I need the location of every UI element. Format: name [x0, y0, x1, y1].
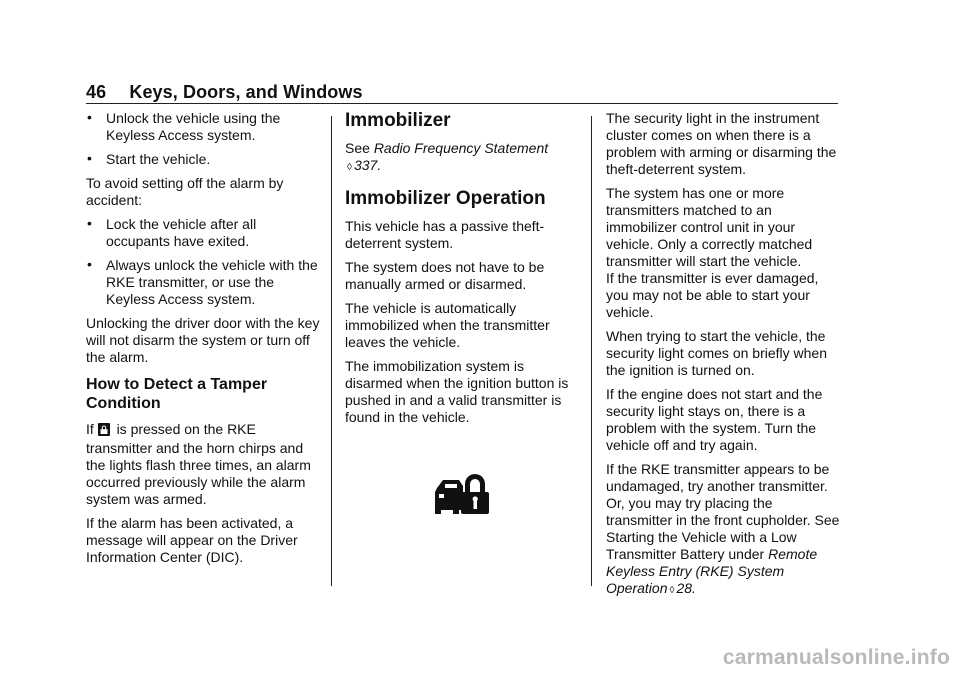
- section-title: Keys, Doors, and Windows: [129, 82, 363, 102]
- paragraph: The security light in the instrument cluster comes on when there is a problem with arming or disarming the theft-deterrent system.: [606, 110, 837, 177]
- page-number: 46: [86, 82, 107, 102]
- subheading-tamper: How to Detect a Tamper Condition: [86, 376, 268, 412]
- paragraph: This vehicle has a passive theft-deterrent system.: [345, 218, 545, 251]
- page-ref[interactable]: 28: [676, 580, 693, 596]
- paragraph: The system does not have to be manually armed or disarmed.: [345, 259, 545, 292]
- reference-link[interactable]: Remote Keyless Entry (RKE) System Operation: [606, 546, 818, 596]
- bullet-item: • Start the vehicle.: [87, 150, 211, 167]
- page-ref[interactable]: 337: [353, 157, 378, 173]
- bullet-item: • Always unlock the vehicle with the RKE transmitter, or use the Keyless Access system.: [87, 256, 318, 307]
- reference-link[interactable]: Radio Frequency Statement: [373, 140, 549, 156]
- column-divider: [331, 116, 332, 586]
- column-1: [86, 110, 320, 573]
- column-divider: [591, 116, 592, 586]
- page-ref-arrow-icon: ◊: [347, 162, 352, 173]
- paragraph: To avoid setting off the alarm by accident:: [86, 175, 284, 208]
- security-light-icon-wrap: [345, 470, 577, 522]
- paragraph: The system has one or more transmitters matched to an immobilizer control unit in your vehicle. Only a correctly matched transmitter will start the vehicle. If the transmitter is ever damaged, you may not be able to start your vehicle.: [606, 185, 819, 320]
- heading-immobilizer-operation: Immobilizer Operation: [345, 188, 546, 209]
- paragraph: If the alarm has been activated, a message will appear on the Driver Information Center (DIC).: [86, 515, 298, 565]
- paragraph: The immobilization system is disarmed when the ignition button is pushed in and a valid transmitter is found in the vehicle.: [345, 358, 569, 425]
- bullet-item: • Lock the vehicle after all occupants have exited.: [87, 215, 257, 249]
- paragraph: If the RKE transmitter appears to be undamaged, try another transmitter. Or, you may try placing the transmitter in the front cupholder. See Starting the Vehicle with a Low Transmitter Battery under Remote Keyless Entry (RKE) System Operation ◊ 28.: [606, 461, 840, 596]
- header-rule: [86, 103, 838, 104]
- paragraph: The vehicle is automatically immobilized when the transmitter leaves the vehicle.: [345, 300, 550, 350]
- see-reference: See Radio Frequency Statement ◊ 337.: [345, 140, 549, 173]
- lock-key-icon: [98, 423, 110, 440]
- column-2: [345, 110, 577, 522]
- paragraph: Unlocking the driver door with the key will not disarm the system or turn off the alarm.: [86, 315, 320, 365]
- security-light-icon: [433, 470, 491, 518]
- heading-immobilizer: Immobilizer: [345, 110, 451, 131]
- watermark: carmanualsonline.info: [722, 646, 950, 669]
- paragraph-tamper: If is pressed on the RKE transmitter and the horn chirps and the lights flash three times, an alarm occurred previously while the alarm system was armed.: [86, 421, 311, 507]
- paragraph: If the engine does not start and the security light stays on, there is a problem with the system. Turn the vehicle off and try again.: [606, 386, 823, 453]
- column-3: [606, 110, 842, 606]
- page-ref-arrow-icon: ◊: [669, 585, 675, 596]
- page-header: [86, 82, 363, 103]
- bullet-item: • Unlock the vehicle using the Keyless Access system.: [87, 109, 281, 143]
- paragraph: When trying to start the vehicle, the security light comes on briefly when the ignition is turned on.: [606, 328, 827, 378]
